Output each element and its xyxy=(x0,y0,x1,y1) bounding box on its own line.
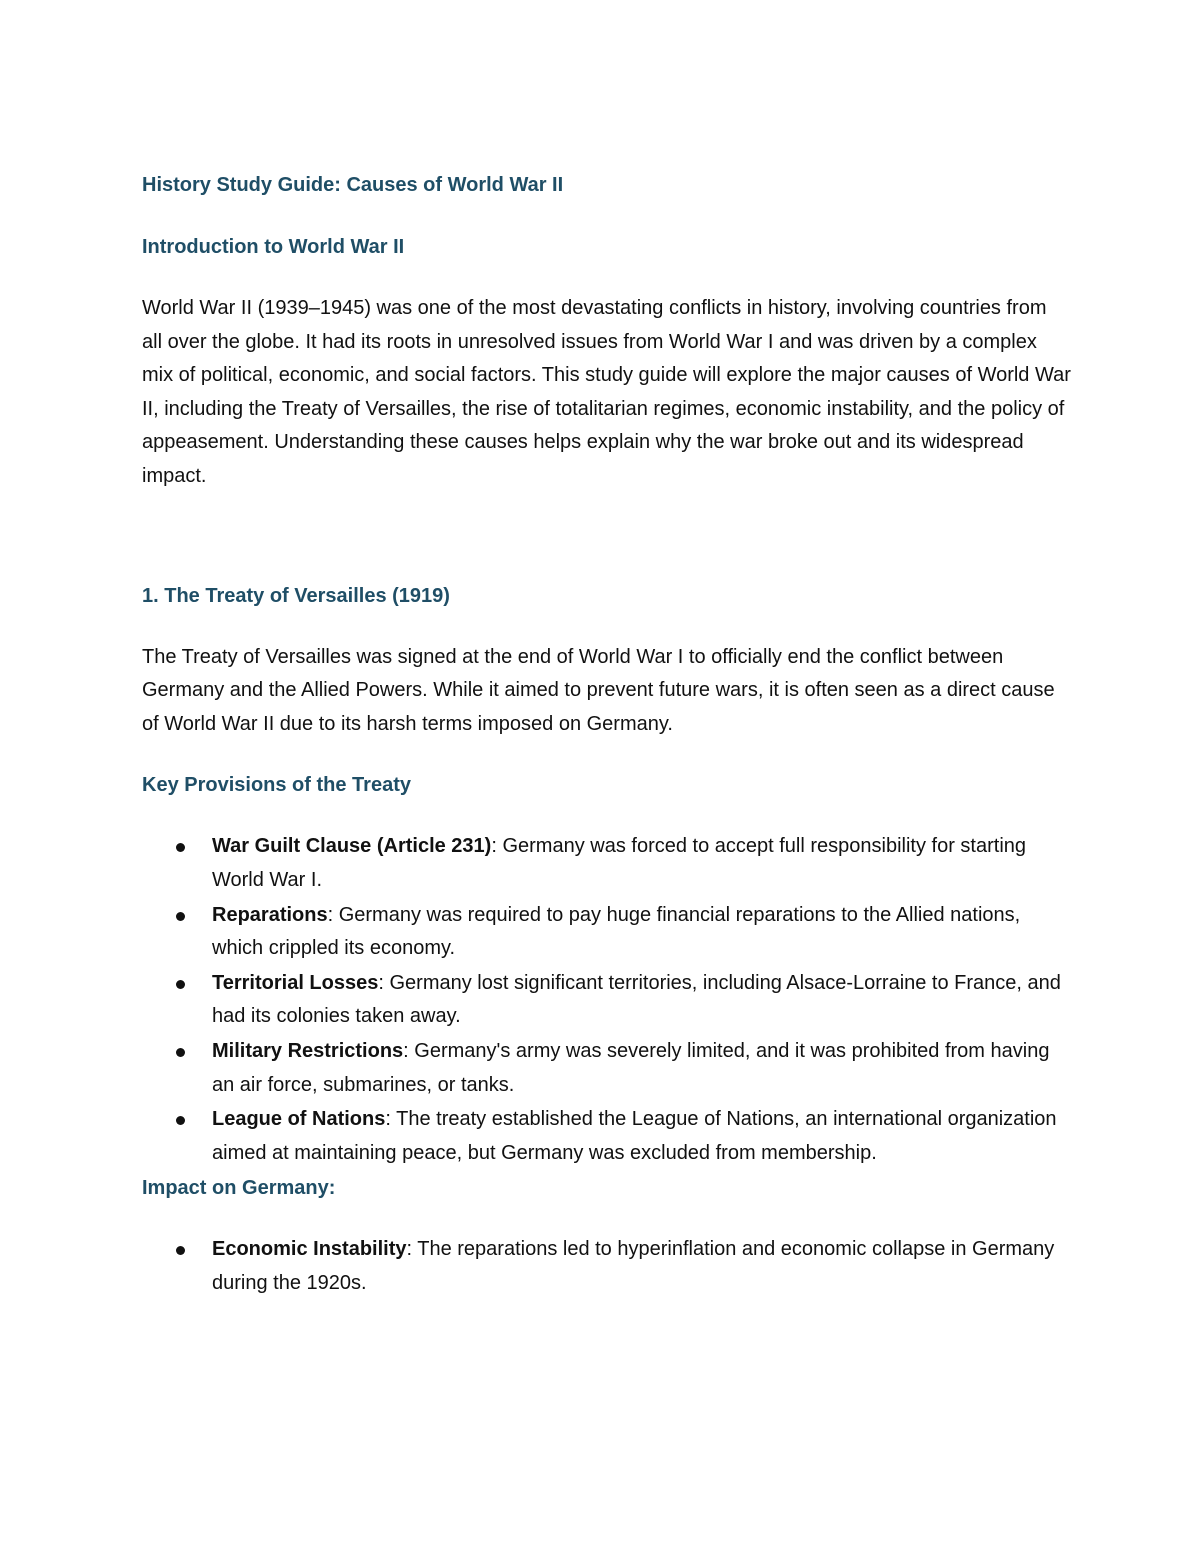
bullet-icon xyxy=(176,1048,185,1057)
list-item xyxy=(142,1233,1072,1300)
section-1-heading: 1. The Treaty of Versailles (1919) xyxy=(142,584,450,607)
item-term: Military Restrictions xyxy=(212,1039,404,1062)
item-term: Reparations xyxy=(212,903,328,926)
bullet-icon xyxy=(176,843,185,852)
item-text: : Germany was required to pay huge financial reparations to the Allied nations, which crippled its economy. xyxy=(212,903,1021,960)
list-item xyxy=(142,1103,1072,1170)
list-item xyxy=(142,967,1072,1034)
document-title: History Study Guide: Causes of World War II xyxy=(142,174,564,196)
item-text: : The treaty established the League of Nations, an international organization aimed at maintaining peace, but Germany was excluded from membership. xyxy=(212,1108,1057,1164)
provisions-list xyxy=(142,830,1072,1170)
impact-list xyxy=(142,1233,1072,1300)
bullet-icon xyxy=(176,912,185,921)
provisions-heading: Key Provisions of the Treaty xyxy=(142,774,411,797)
list-item xyxy=(142,1035,1072,1102)
list-item xyxy=(142,830,1072,897)
document-page xyxy=(142,168,1072,1301)
item-text: : Germany's army was severely limited, and it was prohibited from having an air force, submarines, or tanks. xyxy=(212,1039,1050,1096)
intro-paragraph: World War II (1939–1945) was one of the most devastating conflicts in history, involving countries from all over the globe. It had its roots in unresolved issues from World War I and was driven by a complex mix of political, economic, and social factors. This study guide will explore the major causes of World War II, including the Treaty of Versailles, the rise of totalitarian regimes, economic instability, and the policy of appeasement. Understanding these causes helps explain why the war broke out and its widespread impact. xyxy=(142,297,1071,487)
item-term: Economic Instability xyxy=(212,1238,407,1261)
treaty-paragraph: The Treaty of Versailles was signed at the end of World War I to officially end the conflict between Germany and the Allied Powers. While it aimed to prevent future wars, it is often seen as a direct cause of World War II due to its harsh terms imposed on Germany. xyxy=(142,645,1055,735)
item-term: War Guilt Clause (Article 231) xyxy=(212,835,492,858)
intro-heading: Introduction to World War II xyxy=(142,236,405,258)
list-item xyxy=(142,899,1072,966)
bullet-icon xyxy=(176,980,185,989)
item-text: : Germany lost significant territories, including Alsace-Lorraine to France, and had its colonies taken away. xyxy=(212,971,1061,1028)
bullet-icon xyxy=(176,1246,185,1255)
item-text: : Germany was forced to accept full responsibility for starting World War I. xyxy=(212,835,1027,891)
impact-heading: Impact on Germany: xyxy=(142,1177,336,1200)
item-term: League of Nations xyxy=(212,1108,386,1131)
item-text: : The reparations led to hyperinflation and economic collapse in Germany during the 1920s. xyxy=(212,1238,1055,1294)
item-term: Territorial Losses xyxy=(212,971,379,994)
bullet-icon xyxy=(176,1116,185,1125)
